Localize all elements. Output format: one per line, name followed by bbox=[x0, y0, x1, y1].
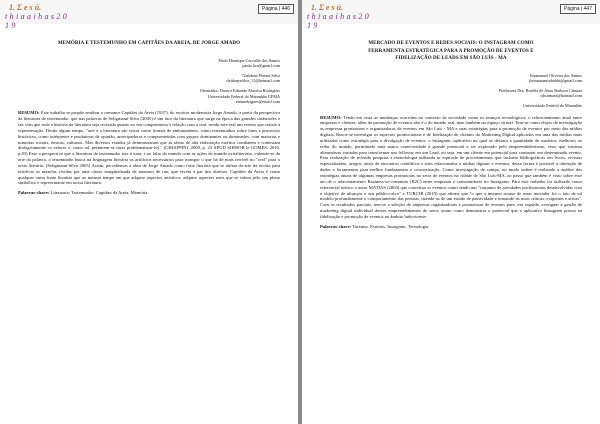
keywords-label: Palavras-chave: bbox=[320, 223, 352, 229]
advisor-name: Orientador: Doutor Eduardo Moreira Rodrigues bbox=[199, 88, 280, 94]
advisor-email: eamrodrigues@email.com bbox=[235, 98, 280, 104]
keywords-text: Turismo. Eventos. Instagram. Tecnologia. bbox=[352, 223, 430, 229]
page-header bbox=[302, 0, 600, 30]
advisor-email: rjbcamara@hotmail.com bbox=[540, 93, 582, 99]
institution-name: Universidade Federal do Maranhão bbox=[522, 103, 582, 109]
logo-line-2: t h i a a i h a s 2 0 1 9 bbox=[5, 12, 67, 30]
author-list bbox=[320, 73, 582, 109]
abstract-text: Este trabalho se propõe analisar o romance Capitães da Areia (1937), do escritor modernista Jorge Amado, a partir da perspectiva da literatura de testemunho, que nas palavras de Seligmann-Silva (2005) é um face da literatura que surge na época das grandes catástrofes e faz com que toda a história da literatura seja revisada quanto ao seu compromisso e relação com o real, sendo este real um evento que resiste à representação. Desde algum tempo, "arte e a literatura são vistas como formas de embasamento, como testemunhos sobre fatos e processos históricos, como intérpretes e produtoras de opinião, antecipadoras e comprometidas com grupos dominantes ou dominados, com maiorias e minorias sociais, étnicas, culturais. Mas diversos estudos já demonstraram que as obras de alta elaboração estética combatem e contestam dialogicamente os valores e, como tal, permitem-se fazer problematizar-los". (CHIAPPINI, 2000, p. 23 APUD SIHNOB le GOMES, 2010, p.83) Esse a perspectiva que a literatura de testemunho traz à tona, e ao falar do mundo com as ações do mundo extraliterário, valendo-se da arte da palavra, o testemunho busca na linguagem literária os artifícios necessários para transpor o que há de mais terrível no "real" para o texto literário. (Seligmann-Silva 2005) Assim, percebemos a obra de Jorge Amado como forte literária que se utiliza da arte da escrita para testificar as mazelas vividas por uma classe marginalizada de meninos de rua, que vivem a par dos direitos. Capitães da Areia é como qualquer outra fonte literária que ao mesmo tempo em que adquire aspectos artísticos, adquire aspectos reais que se valem pelo seu pleno simbólico e representante em nossa literatura. bbox=[18, 110, 280, 186]
page-number: Página | 447 bbox=[560, 4, 596, 14]
logo-line-1: 1. Σ e s ú. bbox=[311, 3, 344, 12]
event-logo bbox=[305, 3, 375, 30]
author-block bbox=[18, 73, 280, 84]
author-email: jhonnasantosbabbi@gmail.com bbox=[529, 77, 582, 83]
title-line: FIDELIZAÇÃO DE LEADS EM SÃO LUÍS - MA bbox=[395, 56, 507, 61]
advisor-block bbox=[320, 88, 582, 99]
page-content bbox=[320, 40, 582, 230]
article-title: MEMÓRIA E TESTEMUNHO EM CAPITÃES DA AREIA, DE JORGE AMADO bbox=[57, 41, 241, 46]
event-logo bbox=[3, 3, 73, 30]
title-line: MERCADO DE EVENTOS E REDES SOCIAIS: O INSTAGRAM COMO bbox=[368, 41, 534, 46]
author-email: sleidanystilva_11@hotmail.com bbox=[225, 78, 280, 84]
author-email: paulo.hcs@gmail.com bbox=[242, 62, 280, 68]
advisor-name: Professora Dra. Rosélia de Jesus Barbosa Câmara bbox=[498, 87, 582, 93]
abstract-text: Tendo em vista as mudanças ocorridas no contexto da sociedade como os avanços tecnológicos, o relacionamento atual entre empresas e clientes, além da promoção de eventos não é o do mundo real, mas também no espaço virtual. Tem-se como objeto de investigação as empresas promotoras e organizadoras de eventos em São Luís - MA e suas estratégias para a promoção de eventos por meio das mídias digitais. Busca-se investigar os aspectos promocionais e de fidelização de clientes do Marketing Digital aplicados em uma das mídias mais utilizadas como estratégia para a divulgação de eventos: o Instagram, aplicativo no qual se destaca a quantidade de usuários, melhores ao redor do mundo, permitindo uma maior conectividade à grande potencial a ser explorado pelo empreendedorismo, visto que existem alternativas variadas para transformar um follower em um Lead, ou seja, em um cliente em potencial para consumir um determinado evento. Para realização de referida pesquisa a metodologia utilizada se equivale de procedimentos que incluem bibliográficas em livros, revistas especializadas, artigos, anais de encontros científicos e sites relacionados a mídias digitais e eventos, dessa forma é possível a obtenção de dados e ferramentas para melhor fundamentar e concretização. Como investigação de campo, no modo online é realizado a análise das estratégias atuais de algumas empresas promotoras no setor de eventos na cidade de São Luís-MA, ao passo que também é visto sobre esse ato de o relacionamento Business-to-consumer (B2C) entre empresas e consumidores no Instagram. Para este trabalho foi utilizado como referencial teórico o autor MATIAS (2004) que conceitua os eventos como sendo um "conjunto de atividades profissionais desenvolvidas com o objetivo de alcançar o seu público-alvo" e TURCHI (2019) que afirma que "o que a internet trouxe de mais inovador foi o fato de tal modelo profundamente o comportamento das pessoas, tirando-as de um estado de passividade e tornando-as mais críticas, exigentes e ativas". Com os resultados parciais, tem-se a seleção de empresas organizadoras e promotoras de eventos para, em seguida, averiguar a gestão de marketing digital individual desses empreendimentos do setor, assim como demonstrar o potencial que o aplicativo Instagram possui na fidelização e promoção de eventos no âmbito ludovicense. bbox=[320, 114, 582, 219]
page-left bbox=[0, 0, 298, 424]
author-block bbox=[320, 73, 582, 84]
keywords-text: Literatura; Testemunho; Capitães da Areia; Memória. bbox=[50, 190, 149, 196]
page-number: Página | 446 bbox=[258, 4, 294, 14]
author-name: Emmanuel Oliveira dos Santos bbox=[530, 72, 582, 78]
advisor-block bbox=[18, 88, 280, 104]
author-list bbox=[18, 58, 280, 105]
abstract-label: RESUMO: bbox=[18, 110, 40, 116]
page-header bbox=[0, 0, 298, 30]
article-title bbox=[320, 40, 582, 63]
advisor-institution: Universidade Federal do Maranhão UFMA bbox=[207, 93, 280, 99]
author-block bbox=[18, 58, 280, 69]
abstract bbox=[18, 110, 280, 186]
page-right bbox=[302, 0, 600, 424]
abstract-label: RESUMO: bbox=[320, 114, 342, 120]
page-content bbox=[18, 40, 280, 196]
title-line: FERRAMENTA ESTRATÉGICA PARA A PROMOÇÃO DE EVENTOS E bbox=[368, 48, 534, 54]
author-name: Glaldene Pereira Silva bbox=[242, 72, 280, 78]
keywords bbox=[320, 224, 582, 230]
institution-block bbox=[320, 103, 582, 108]
keywords-label: Palavras-chave: bbox=[18, 190, 50, 196]
abstract bbox=[320, 115, 582, 220]
logo-line-1: 1. Σ e s ú. bbox=[9, 3, 42, 12]
logo-line-2: t h i a a i h a s 2 0 1 9 bbox=[307, 12, 369, 30]
keywords bbox=[18, 190, 280, 196]
author-name: Paulo Henrique Carvalho dos Santos bbox=[218, 57, 280, 63]
